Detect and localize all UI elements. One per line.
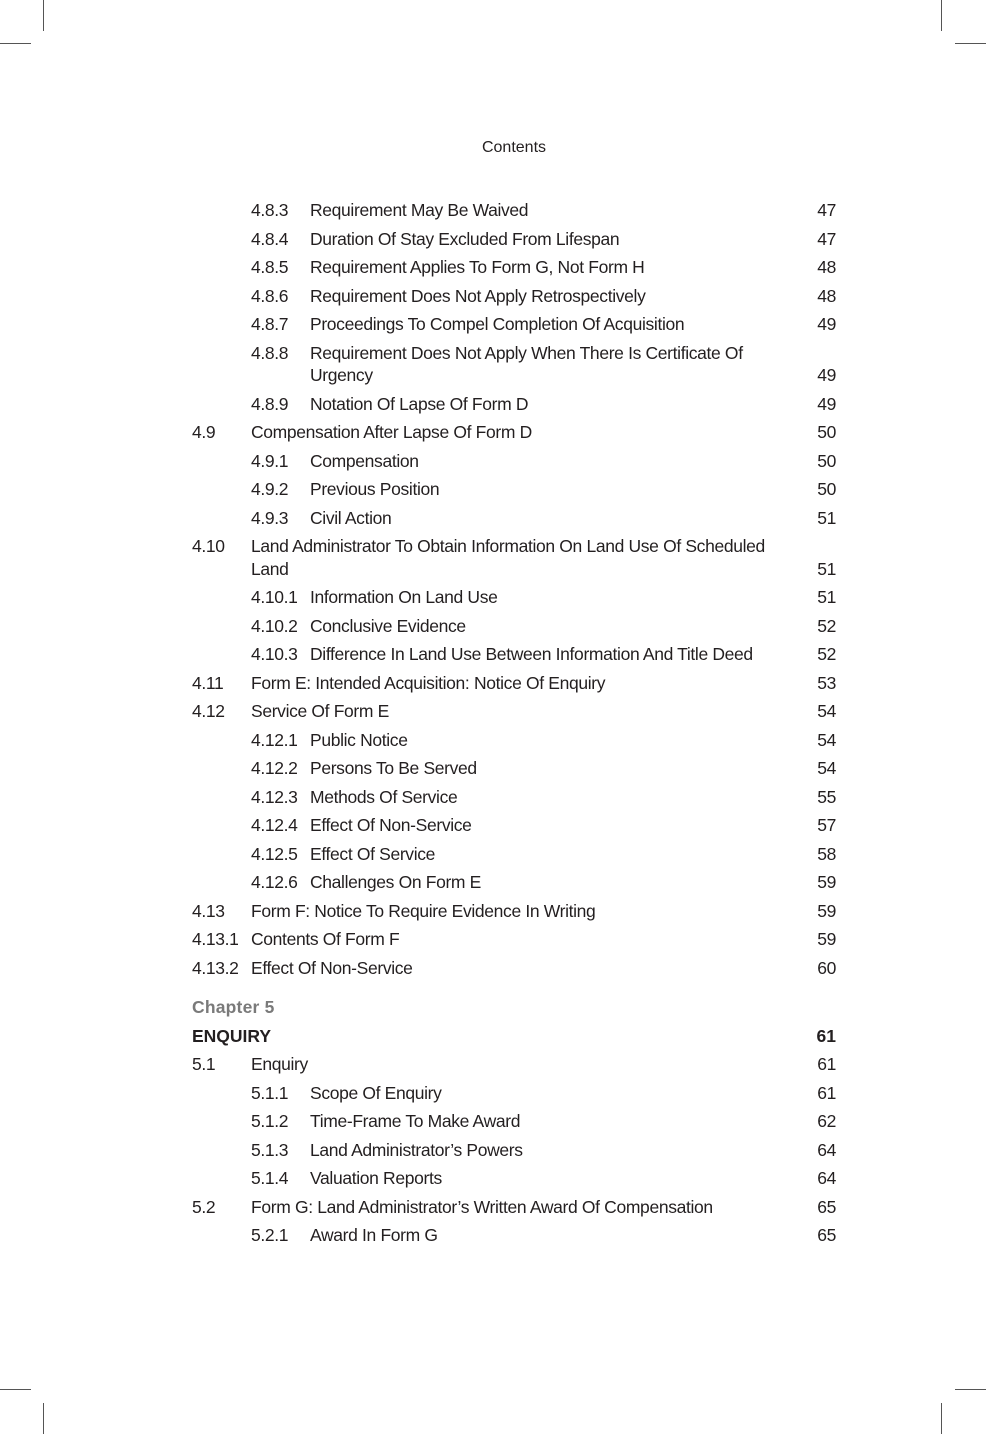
crop-mark-top-left-horizontal — [0, 43, 31, 44]
toc-entry[interactable] — [192, 478, 836, 501]
toc-entry[interactable] — [192, 843, 836, 866]
entry-number: 4.10.2 — [251, 615, 298, 636]
toc-entry[interactable] — [192, 957, 836, 980]
entry-title: Effect Of Non-Service — [310, 815, 472, 835]
entry-number: 4.12.5 — [251, 843, 298, 864]
entry-number: 4.8.9 — [251, 393, 289, 414]
entry-number: 4.12.1 — [251, 729, 298, 750]
toc-entry[interactable] — [192, 1224, 836, 1247]
toc-entry[interactable] — [192, 313, 836, 336]
entry-page-number: 48 — [817, 285, 836, 306]
entry-page-number: 49 — [817, 365, 836, 385]
entry-title: Conclusive Evidence — [310, 615, 466, 636]
entry-number: 4.13 — [192, 900, 225, 921]
entry-title: Contents Of Form F — [251, 929, 400, 949]
toc-entry[interactable] — [192, 228, 836, 251]
entry-title: Form G: Land Administrator’s Written Award Of Compensation — [251, 1196, 713, 1217]
entry-number: 4.9.3 — [251, 507, 289, 528]
entry-number: 4.9.2 — [251, 479, 289, 499]
entry-title: Persons To Be Served — [310, 758, 477, 778]
entry-number: 4.11 — [192, 672, 224, 693]
entry-page-number: 64 — [817, 1168, 836, 1188]
entry-title: Time-Frame To Make Award — [310, 1111, 521, 1131]
entry-title: Compensation After Lapse Of Form D — [251, 422, 532, 442]
entry-title: Requirement Applies To Form G, Not Form H — [310, 257, 645, 277]
entry-number: 4.8.5 — [251, 257, 289, 277]
toc-entry[interactable] — [192, 729, 836, 752]
toc-entry[interactable] — [192, 786, 836, 809]
entry-page-number: 65 — [817, 1225, 836, 1245]
toc-entry[interactable] — [192, 285, 836, 308]
entry-page-number: 59 — [817, 900, 836, 921]
entry-title: Form E: Intended Acquisition: Notice Of Enquiry — [251, 672, 606, 693]
entry-page-number: 59 — [817, 872, 836, 892]
entry-title: Effect Of Non-Service — [251, 957, 413, 978]
chapter-title: ENQUIRY — [192, 1025, 272, 1046]
entry-page-number: 59 — [817, 929, 836, 949]
toc-entry[interactable] — [192, 586, 836, 609]
toc-entry[interactable] — [192, 421, 836, 444]
entry-page-number: 61 — [817, 1054, 836, 1074]
chapter-page-number: 61 — [816, 1025, 836, 1046]
entry-title: Information On Land Use — [310, 587, 498, 607]
entry-page-number: 52 — [817, 644, 836, 664]
entry-title: Public Notice — [310, 729, 408, 750]
entry-number: 4.12.2 — [251, 758, 298, 778]
entry-title: Valuation Reports — [310, 1168, 442, 1188]
toc-entry[interactable] — [192, 871, 836, 894]
toc-entry[interactable] — [192, 1110, 836, 1133]
entry-title: Award In Form G — [310, 1225, 438, 1245]
toc-section-chapter-5 — [192, 1053, 836, 1247]
entry-page-number: 54 — [817, 729, 836, 750]
entry-page-number: 53 — [817, 672, 836, 693]
entry-number: 5.1.1 — [251, 1082, 289, 1103]
entry-page-number: 65 — [817, 1196, 836, 1217]
chapter-heading[interactable] — [192, 1025, 836, 1048]
entry-number: 4.8.6 — [251, 285, 289, 306]
entry-number: 4.10.3 — [251, 644, 298, 664]
entry-title: Challenges On Form E — [310, 872, 481, 892]
entry-page-number: 51 — [817, 558, 836, 579]
entry-title: Notation Of Lapse Of Form D — [310, 393, 529, 414]
entry-page-number: 64 — [817, 1139, 836, 1160]
toc-entry[interactable] — [192, 393, 836, 416]
toc-entry[interactable] — [192, 450, 836, 473]
toc-entry[interactable] — [192, 507, 836, 530]
entry-title: Effect Of Service — [310, 843, 436, 864]
crop-mark-bottom-left-vertical — [43, 1403, 44, 1434]
crop-mark-top-right-vertical — [941, 0, 942, 31]
entry-number: 4.10 — [192, 536, 225, 556]
toc-entry[interactable] — [192, 814, 836, 837]
entry-number: 5.1.3 — [251, 1139, 289, 1160]
entry-title: Scope Of Enquiry — [310, 1082, 442, 1103]
entry-title: Previous Position — [310, 479, 440, 499]
entry-page-number: 50 — [817, 422, 836, 442]
toc-entry[interactable] — [192, 672, 836, 695]
entry-title: Requirement May Be Waived — [310, 200, 529, 220]
entry-page-number: 48 — [817, 257, 836, 277]
entry-number: 4.12 — [192, 701, 225, 721]
entry-title: Proceedings To Compel Completion Of Acquisition — [310, 314, 685, 334]
entry-title: Enquiry — [251, 1054, 308, 1074]
entry-title: Land Administrator To Obtain Information On Land Use Of Scheduled Land — [251, 536, 765, 579]
toc-entry[interactable] — [192, 900, 836, 923]
toc-entry[interactable] — [192, 700, 836, 723]
entry-title: Requirement Does Not Apply When There Is Certificate Of Urgency — [310, 342, 743, 385]
entry-title: Duration Of Stay Excluded From Lifespan — [310, 228, 620, 249]
toc-entry[interactable] — [192, 757, 836, 780]
entry-number: 4.13.2 — [192, 957, 239, 978]
entry-page-number: 51 — [817, 587, 836, 607]
entry-page-number: 54 — [817, 758, 836, 778]
table-of-contents — [192, 199, 836, 1253]
toc-entry[interactable] — [192, 1139, 836, 1162]
entry-page-number: 50 — [817, 450, 836, 471]
entry-number: 4.8.3 — [251, 200, 289, 220]
entry-page-number: 49 — [817, 314, 836, 334]
entry-page-number: 62 — [817, 1111, 836, 1131]
entry-title: Methods Of Service — [310, 786, 458, 807]
entry-number: 5.1.4 — [251, 1168, 289, 1188]
entry-number: 4.12.4 — [251, 815, 298, 835]
entry-page-number: 61 — [817, 1082, 836, 1103]
entry-page-number: 60 — [817, 957, 836, 978]
entry-page-number: 47 — [817, 200, 836, 220]
toc-entry[interactable] — [192, 928, 836, 951]
entry-page-number: 55 — [817, 786, 836, 807]
running-head: Contents — [481, 139, 547, 156]
entry-number: 4.12.3 — [251, 786, 298, 807]
crop-mark-top-left-vertical — [43, 0, 44, 31]
entry-number: 4.9.1 — [251, 450, 289, 471]
entry-number: 4.9 — [192, 422, 216, 442]
entry-page-number: 58 — [817, 843, 836, 864]
toc-entry[interactable] — [192, 1053, 836, 1076]
crop-mark-bottom-left-horizontal — [0, 1389, 31, 1390]
toc-entry[interactable] — [192, 342, 836, 387]
entry-number: 4.10.1 — [251, 587, 298, 607]
toc-entry[interactable] — [192, 1082, 836, 1105]
chapter-label: Chapter 5 — [192, 997, 275, 1017]
entry-number: 5.1 — [192, 1054, 216, 1074]
toc-entry[interactable] — [192, 615, 836, 638]
entry-title: Civil Action — [310, 507, 392, 528]
entry-page-number: 57 — [817, 815, 836, 835]
entry-page-number: 54 — [817, 701, 836, 721]
toc-entry[interactable] — [192, 535, 836, 580]
entry-page-number: 51 — [817, 507, 836, 528]
entry-title: Land Administrator’s Powers — [310, 1139, 523, 1160]
entry-number: 4.12.6 — [251, 872, 298, 892]
toc-entry[interactable] — [192, 199, 836, 222]
toc-entry[interactable] — [192, 643, 836, 666]
entry-page-number: 49 — [817, 393, 836, 414]
toc-entry[interactable] — [192, 1167, 836, 1190]
crop-mark-bottom-right-vertical — [941, 1403, 942, 1434]
toc-entry[interactable] — [192, 256, 836, 279]
entry-title: Compensation — [310, 450, 419, 471]
entry-number: 4.8.7 — [251, 314, 289, 334]
toc-section-chapter-4 — [192, 199, 836, 979]
entry-number: 4.13.1 — [192, 929, 239, 949]
entry-title: Service Of Form E — [251, 701, 389, 721]
entry-page-number: 50 — [817, 479, 836, 499]
toc-entry[interactable] — [192, 1196, 836, 1219]
entry-number: 5.2.1 — [251, 1225, 289, 1245]
entry-title: Difference In Land Use Between Information And Title Deed — [310, 644, 753, 664]
crop-mark-top-right-horizontal — [955, 43, 986, 44]
entry-number: 4.8.8 — [251, 342, 289, 363]
entry-number: 5.2 — [192, 1196, 216, 1217]
entry-title: Form F: Notice To Require Evidence In Writing — [251, 900, 596, 921]
entry-number: 4.8.4 — [251, 228, 289, 249]
entry-page-number: 52 — [817, 615, 836, 636]
entry-title: Requirement Does Not Apply Retrospectively — [310, 285, 646, 306]
crop-mark-bottom-right-horizontal — [955, 1389, 986, 1390]
entry-page-number: 47 — [817, 228, 836, 249]
entry-number: 5.1.2 — [251, 1111, 289, 1131]
